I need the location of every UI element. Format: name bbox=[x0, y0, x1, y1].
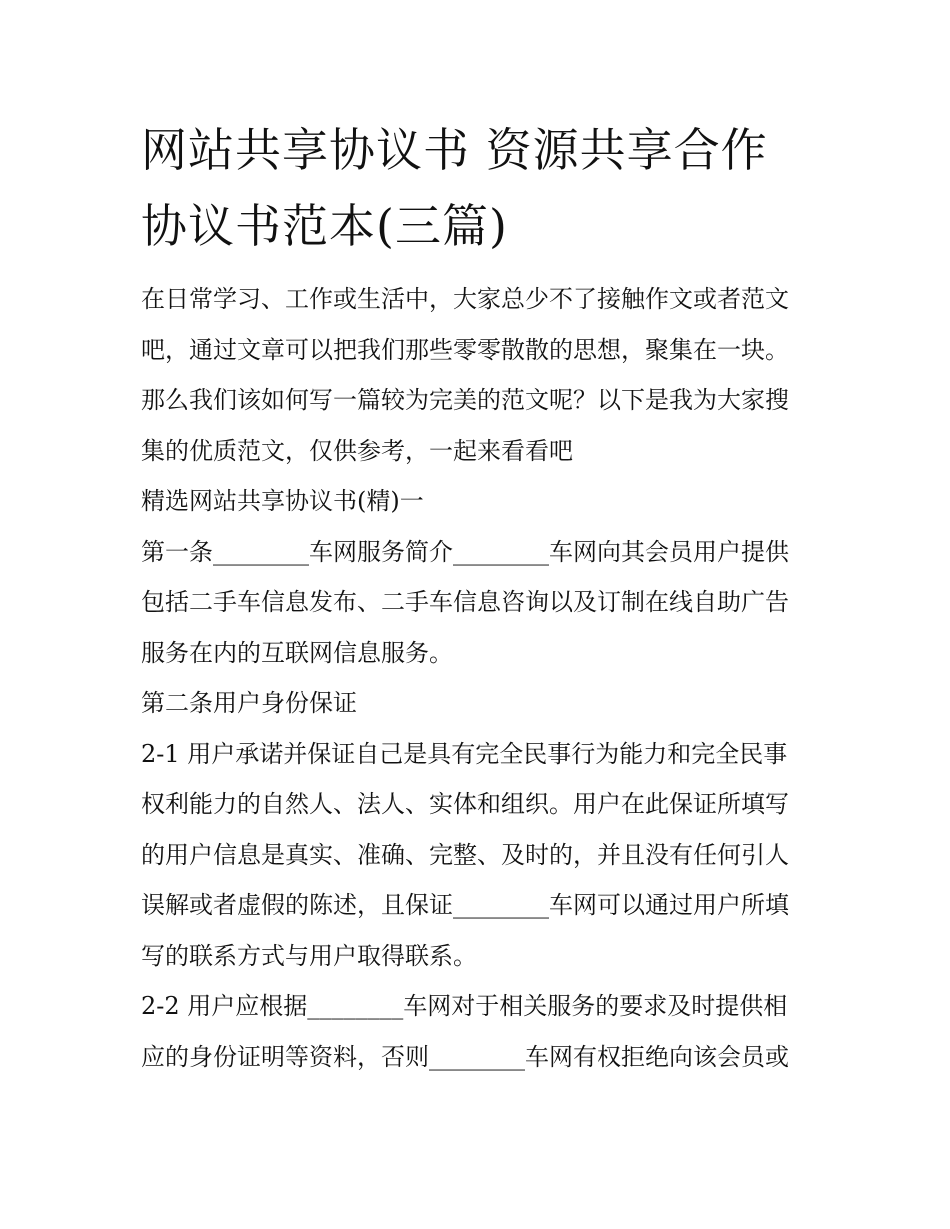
text-line: 第一条________车网服务简介________车网向其会员用户提供 bbox=[141, 537, 789, 566]
text-line: 包括二手车信息发布、二手车信息咨询以及订制在线自助广告 bbox=[141, 588, 789, 616]
title-line-1: 网站共享协议书 资源共享合作 bbox=[141, 123, 768, 177]
text-line: 那么我们该如何写一篇较为完美的范文呢？以下是我为大家搜 bbox=[141, 386, 789, 414]
text-line: 服务在内的互联网信息服务。 bbox=[141, 638, 453, 667]
document-body bbox=[141, 112, 811, 1082]
text-line: 写的联系方式与用户取得联系。 bbox=[141, 941, 477, 970]
text-line: 误解或者虚假的陈述，且保证________车网可以通过用户所填 bbox=[141, 891, 789, 919]
text-line: 权利能力的自然人、法人、实体和组织。用户在此保证所填写 bbox=[141, 790, 789, 818]
text-line: 吧，通过文章可以把我们那些零零散散的思想，聚集在一块。 bbox=[141, 335, 789, 364]
text-line: 应的身份证明等资料，否则________车网有权拒绝向该会员或 bbox=[141, 1042, 789, 1071]
text-line: 的用户信息是真实、准确、完整、及时的，并且没有任何引人 bbox=[141, 840, 789, 869]
text-line: 集的优质范文，仅供参考，一起来看看吧 bbox=[141, 436, 573, 465]
title-line-2: 协议书范本(三篇) bbox=[141, 199, 508, 253]
section-heading: 精选网站共享协议书(精)一 bbox=[141, 487, 424, 515]
text-line: 2-2 用户应根据________车网对于相关服务的要求及时提供相 bbox=[141, 992, 788, 1020]
document-title bbox=[141, 112, 811, 264]
text-line: 在日常学习、工作或生活中，大家总少不了接触作文或者范文 bbox=[141, 285, 789, 313]
article-heading: 第二条用户身份保证 bbox=[141, 689, 357, 717]
text-line: 2-1 用户承诺并保证自己是具有完全民事行为能力和完全民事 bbox=[141, 739, 788, 768]
